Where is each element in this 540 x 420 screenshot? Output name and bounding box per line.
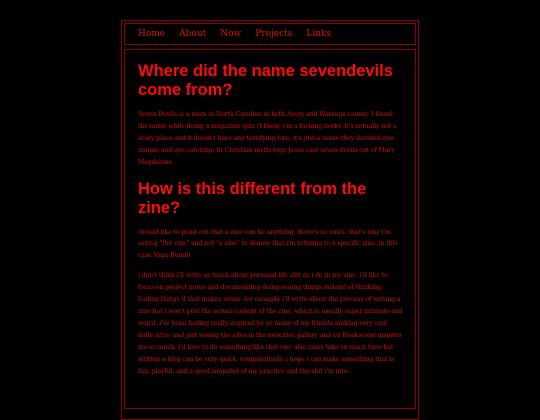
nav-link-now[interactable]: Now xyxy=(220,29,242,39)
nav-link-about[interactable]: About xyxy=(179,29,207,39)
paragraph-name-origin: Seven Devils is a town in North Carolina in both Avery and Watauga county. I found the name while doing a magazine quiz (I know, i'm a fucking dork). It's actually not a scary place and it doesn't have any terrifying lore, it's just a name they decided was unique and eye catching. In Christian mythology Jesus cast seven devils out of Mary Magdalene. xyxy=(138,111,397,166)
nav-link-home[interactable]: Home xyxy=(138,29,166,39)
section-heading-name-origin: Where did the name sevendevils come from? xyxy=(138,62,393,99)
top-nav xyxy=(124,23,416,45)
paragraph-zine-note: (would like to point out that a zine can be anything, there's no rules. that's why i'm saying "the zine" and not "a zine" to denote that i'm refering to a specific zine. in this case Vaga Bundi) xyxy=(138,228,398,260)
section-heading-zine-difference: How is this different from the zine? xyxy=(138,179,367,217)
nav-link-projects[interactable]: Projects xyxy=(255,29,293,39)
main-content xyxy=(124,49,416,409)
nav-link-links[interactable]: Links xyxy=(306,29,332,39)
paragraph-zine-difference: i don't think i'll write as much about personal life shit as i do in my zine, i'd like to focus on project notes and documenting doing-seeing things instead of thinking-feeling things if that makes sense. for example i'll write about the process of writing a zine but i won't post the actual content of the zine, which is usually super intimate and weird. i've been feeling really inspired by so many of my friends making very cool indie sites, and just seeing the sites in the neocities gallery and on freakscene inspires me so much. i'd love to do something like that too! also zines take so much time but writing a blog can be very quick, comparatively. i hope i can make something that is fun, playful, and a good snapshot of my practice and the shit i'm into. xyxy=(138,272,403,375)
